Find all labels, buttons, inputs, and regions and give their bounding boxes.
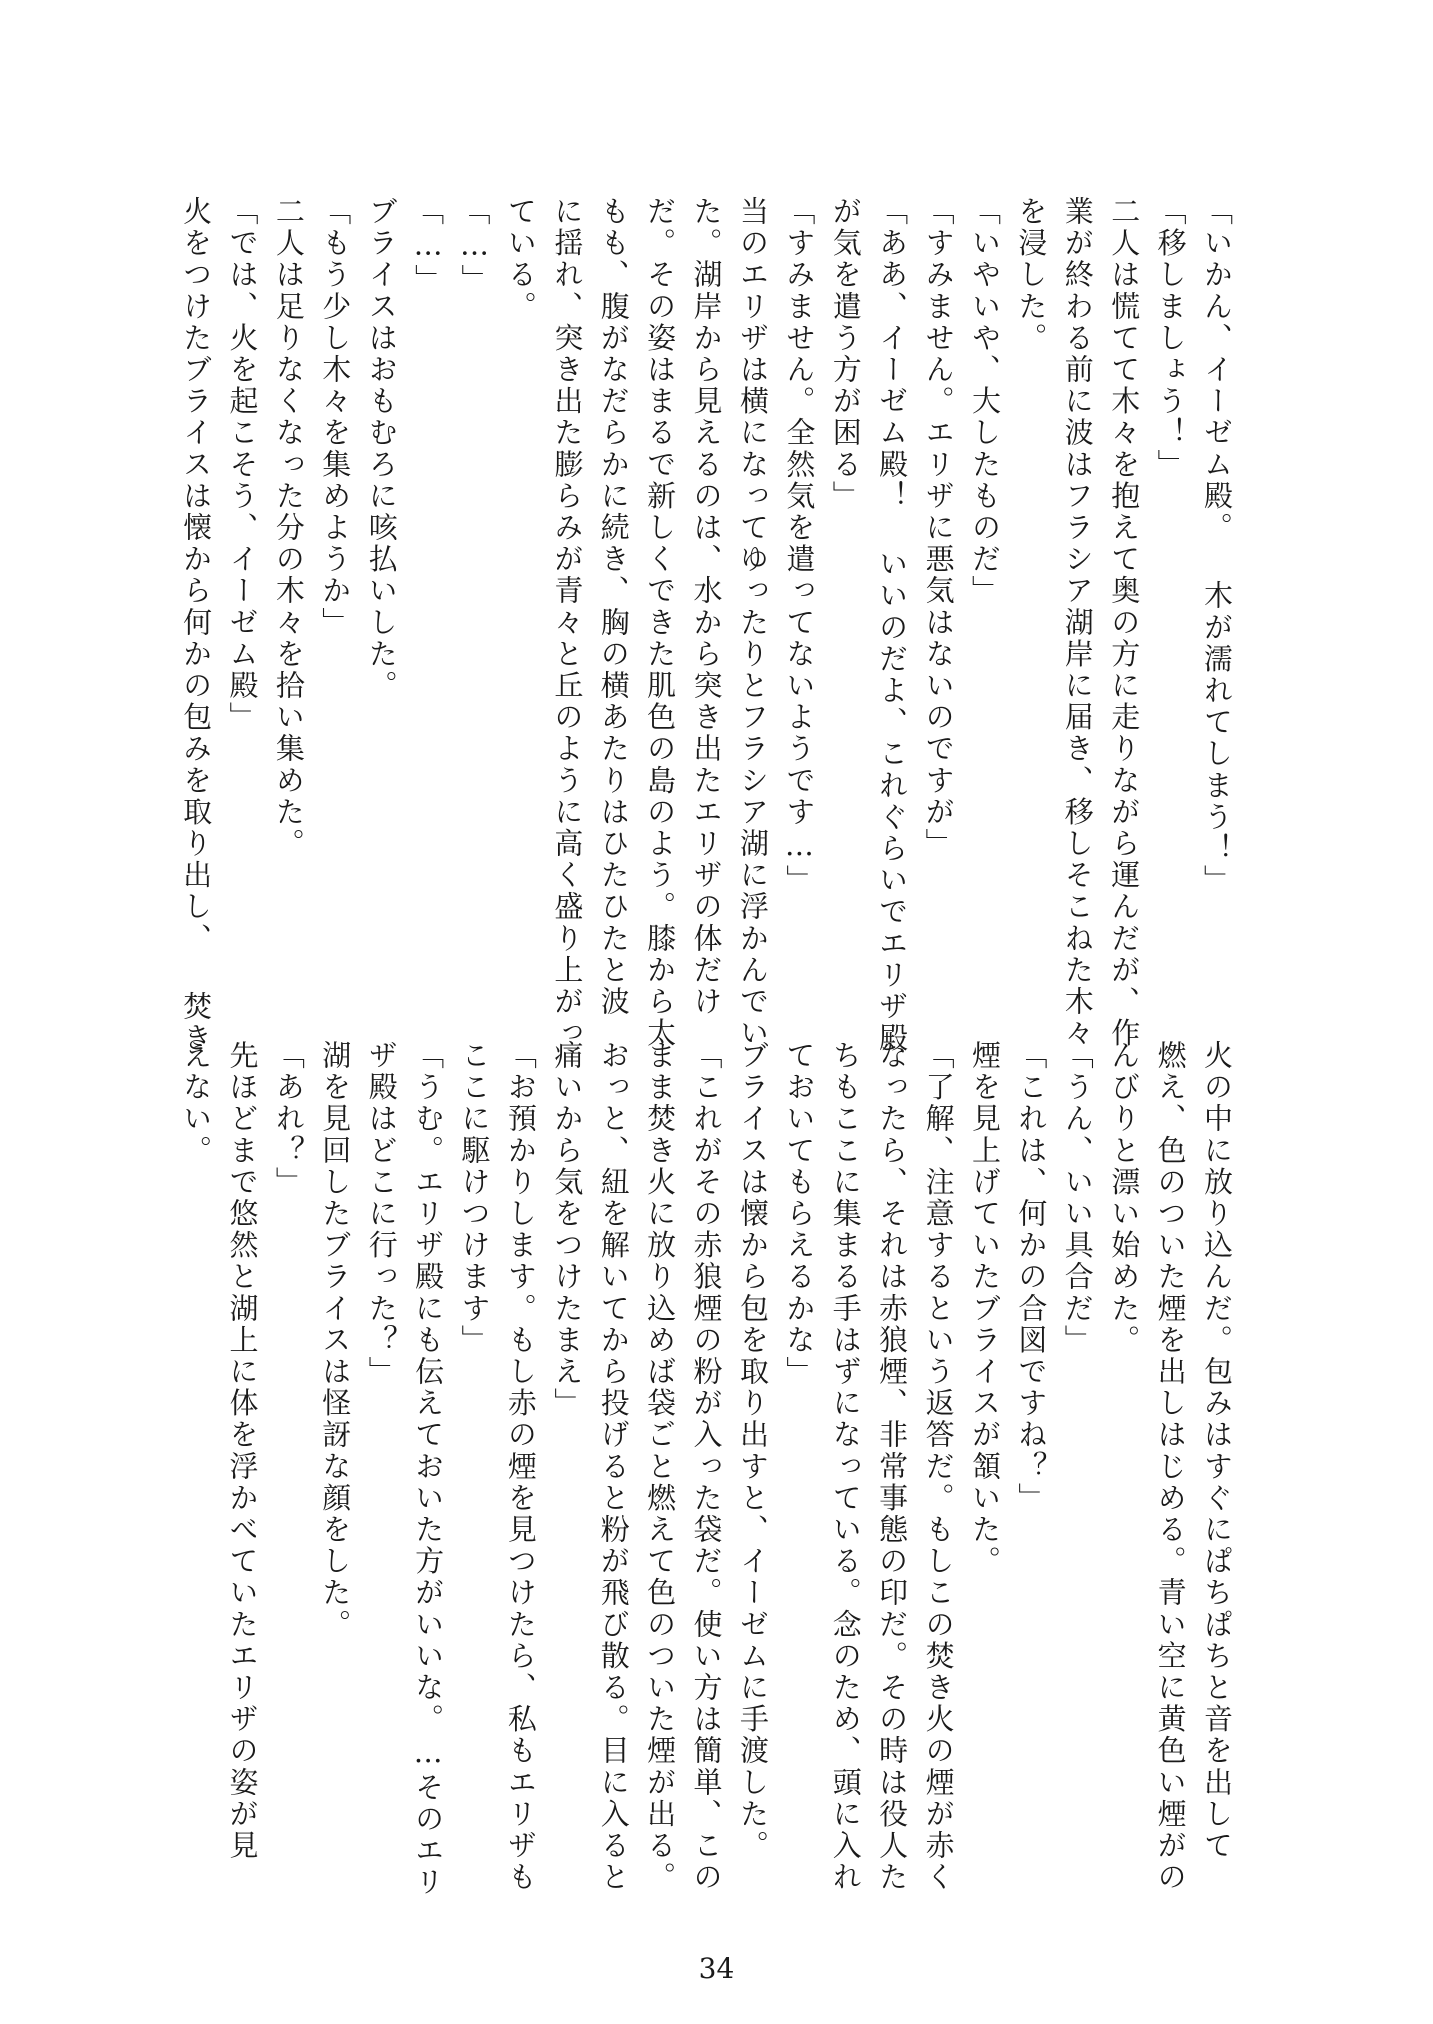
text-line: 二人は慌てて木々を抱えて奥の方に走りながら運んだが、作	[1107, 196, 1142, 1050]
text-line: 煙を見上げていたブライスが頷いた。	[967, 1040, 1002, 1578]
text-line: が気を遣う方が困る」	[828, 196, 863, 512]
text-line: に揺れ、突き出た膨らみが青々と丘のように高く盛り上がっ	[550, 196, 585, 1050]
text-line: ておいてもらえるかな」	[782, 1040, 817, 1388]
text-line: 業が終わる前に波はフラシア湖岸に届き、移しそこねた木々	[1060, 196, 1095, 1050]
text-line: 「もう少し木々を集めようか」	[318, 196, 353, 639]
text-line: ここに駆けつけます」	[457, 1040, 492, 1356]
text-line: んびりと漂い始めた。	[1107, 1040, 1142, 1356]
text-line: 湖を見回したブライスは怪訝な顔をした。	[318, 1040, 353, 1641]
text-line: た。湖岸から見えるのは、水から突き出たエリザの体だけ	[689, 196, 724, 1018]
text-line: ザ殿はどこに行った？」	[364, 1040, 399, 1388]
text-line: 「了解、注意するという返答だ。もしこの焚き火の煙が赤く	[921, 1040, 956, 1894]
text-line: もも、腹がなだらかに続き、胸の横あたりはひたひたと波	[596, 196, 631, 1018]
text-line: 「いやいや、大したものだ」	[967, 196, 1002, 607]
text-line: 「移しましょう！」	[1153, 196, 1188, 481]
text-line: 「うん、いい具合だ」	[1060, 1040, 1095, 1356]
text-line: ブライスはおもむろに咳払いした。	[364, 196, 399, 702]
text-line: 「いかん、イーゼム殿。 木が濡れてしまう！」	[1200, 196, 1234, 897]
text-block-upper	[179, 196, 1240, 1055]
text-line: 「では、火を起こそう、イーゼム殿」	[225, 196, 260, 734]
text-line: ちもここに集まる手はずになっている。念のため、頭に入れ	[828, 1040, 863, 1894]
page-number: 34	[698, 1952, 735, 1985]
text-line: ている。	[503, 196, 538, 323]
text-line: おっと、紐を解いてから投げると粉が飛び散る。目に入ると	[596, 1040, 631, 1894]
text-line: ブライスは懐から包を取り出すと、イーゼムに手渡した。	[735, 1040, 770, 1862]
text-line: 痛いから気をつけたまえ」	[550, 1040, 585, 1420]
text-line: 「…」	[411, 196, 446, 296]
text-line: えない。	[179, 1040, 214, 1167]
text-line: 火をつけたブライスは懐から何かの包みを取り出し、 焚き	[179, 196, 214, 1055]
text-line: 「…」	[457, 196, 492, 296]
text-line: を浸した。	[1014, 196, 1049, 354]
text-line: 当のエリザは横になってゆったりとフラシア湖に浮かんでい	[735, 196, 770, 1050]
text-line: 先ほどまで悠然と湖上に体を浮かべていたエリザの姿が見	[225, 1040, 260, 1862]
text-line: 「うむ。エリザ殿にも伝えておいた方がいいな。…そのエリ	[411, 1040, 446, 1899]
text-line: 火の中に放り込んだ。包みはすぐにぱちぱちと音を出して	[1200, 1040, 1234, 1862]
text-line: 「お預かりします。もし赤の煙を見つけたら、私もエリザも	[503, 1040, 538, 1894]
text-line: まま焚き火に放り込めば袋ごと燃えて色のついた煙が出る。	[643, 1040, 678, 1894]
text-line: 「ああ、イーゼム殿！ いいのだよ、これぐらいでエリザ殿	[875, 196, 910, 1055]
text-line: だ。その姿はまるで新しくできた肌色の島のよう。膝から太	[643, 196, 678, 1050]
text-line: 二人は足りなくなった分の木々を拾い集めた。	[271, 196, 306, 860]
text-line: 「すみません。エリザに悪気はないのですが」	[921, 196, 956, 860]
text-line: 「これがその赤狼煙の粉が入った袋だ。使い方は簡単、この	[689, 1040, 724, 1894]
text-block-lower	[179, 1040, 1240, 1899]
text-line: 燃え、色のついた煙を出しはじめる。青い空に黄色い煙がの	[1153, 1040, 1188, 1894]
text-line: 「これは、何かの合図ですね？」	[1014, 1040, 1049, 1514]
text-line: 「すみません。全然気を遣ってないようです…」	[782, 196, 817, 897]
text-line: 「あれ？」	[271, 1040, 306, 1198]
text-line: なったら、それは赤狼煙、非常事態の印だ。その時は役人た	[875, 1040, 910, 1894]
